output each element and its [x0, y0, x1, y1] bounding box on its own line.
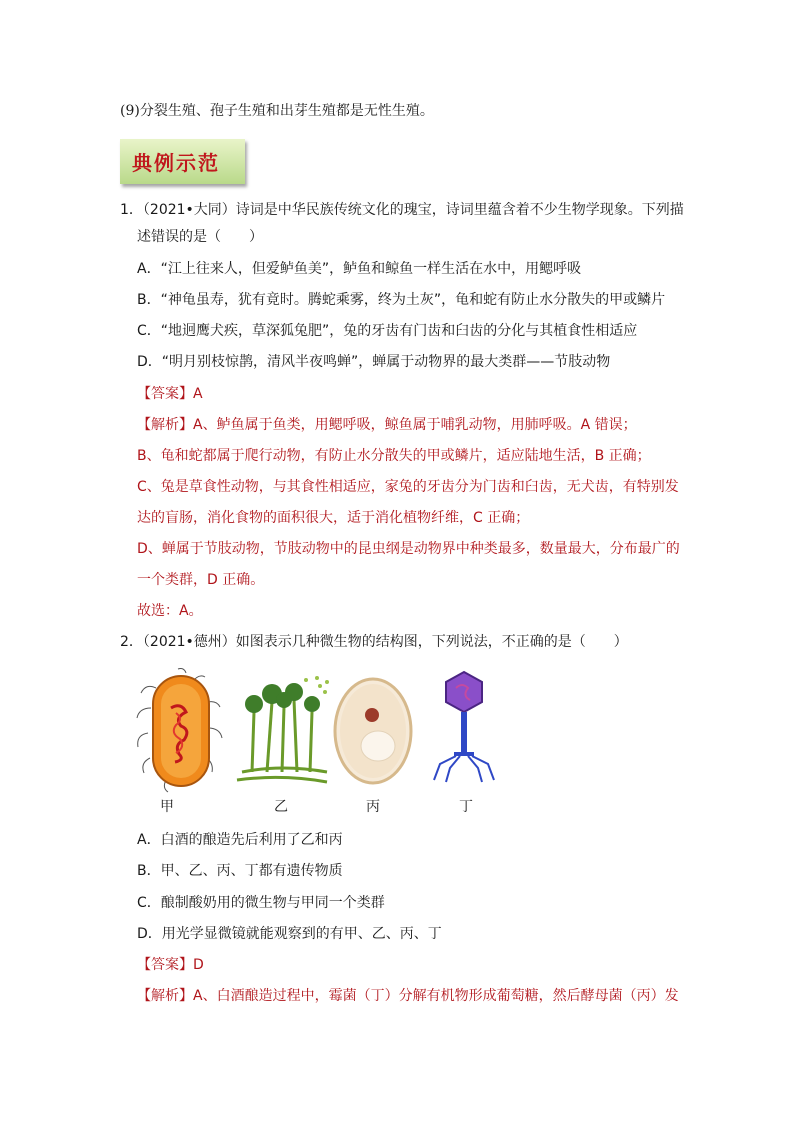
mold-figure: [232, 672, 332, 787]
q2-option-a: A．白酒的酿造先后利用了乙和丙: [137, 832, 343, 848]
q2-analysis-line1: [137, 986, 679, 1006]
q2-answer: [137, 955, 204, 975]
caption-bing: 丙: [366, 799, 380, 815]
answer-label: 【答案】: [137, 386, 193, 402]
q1-analysis-line5: D、蝉属于节肢动物，节肢动物中的昆虫纲是动物界中种类最多，数量最大，分布最广的: [137, 541, 680, 557]
section-banner-title: 典例示范: [132, 151, 220, 175]
answer-label: 【答案】: [137, 957, 193, 973]
q1-option-c: C．“地迥鹰犬疾，草深狐兔肥”，兔的牙齿有门齿和臼齿的分化与其植食性相适应: [137, 323, 638, 339]
q2-option-c: C．酿制酸奶用的微生物与甲同一个类群: [137, 895, 385, 911]
q1-analysis-line6: 一个类群，D 正确。: [137, 572, 265, 588]
caption-jia: 甲: [160, 799, 174, 815]
q1-analysis-line2: B、龟和蛇都属于爬行动物，有防止水分散失的甲或鳞片，适应陆地生活，B 正确；: [137, 448, 651, 464]
q1-stem-line1: 1．（2021•大同）诗词是中华民族传统文化的瑰宝，诗词里蕴含着不少生物学现象。下列描: [120, 202, 684, 218]
q1-analysis-line4: 达的盲肠，消化食物的面积很大，适于消化植物纤维，C 正确；: [137, 510, 530, 526]
caption-ding: 丁: [459, 799, 473, 815]
phage-figure: [428, 668, 500, 783]
answer-value: A: [193, 386, 203, 402]
q1-analysis-line1: [137, 415, 637, 435]
q1-stem-line2: 述错误的是（ ）: [137, 229, 263, 245]
q1-analysis-line3: C、兔是草食性动物，与其食性相适应，家兔的牙齿分为门齿和臼齿，无犬齿，有特别发: [137, 479, 679, 495]
q1-answer: [137, 384, 203, 404]
q2-option-d: D．用光学显微镜就能观察到的有甲、乙、丙、丁: [137, 926, 442, 942]
q1-option-b: B．“神龟虽寿，犹有竟时。腾蛇乘雾，终为土灰”，龟和蛇有防止水分散失的甲或鳞片: [137, 292, 666, 308]
bacterium-figure: [136, 668, 226, 793]
q2-option-b: B．甲、乙、丙、丁都有遗传物质: [137, 863, 343, 879]
analysis-text: A、鲈鱼属于鱼类，用鳃呼吸，鲸鱼属于哺乳动物，用肺呼吸。A 错误；: [193, 417, 637, 433]
answer-value: D: [193, 957, 204, 973]
analysis-text: A、白酒酿造过程中，霉菌（丁）分解有机物形成葡萄糖，然后酵母菌（丙）发: [193, 988, 679, 1004]
section-banner: [120, 139, 245, 184]
q1-analysis-line7: 故选：A。: [137, 603, 203, 619]
analysis-label: 【解析】: [137, 988, 193, 1004]
yeast-figure: [332, 676, 414, 786]
analysis-label: 【解析】: [137, 417, 193, 433]
intro-text: (9)分裂生殖、孢子生殖和出芽生殖都是无性生殖。: [120, 103, 434, 119]
q1-option-a: A．“江上往来人，但爱鲈鱼美”，鲈鱼和鲸鱼一样生活在水中，用鳃呼吸: [137, 261, 582, 277]
q2-stem-line1: 2．（2021•德州）如图表示几种微生物的结构图，下列说法，不正确的是（ ）: [120, 634, 628, 650]
caption-yi: 乙: [274, 799, 288, 815]
q1-option-d: D．“明月别枝惊鹊，清风半夜鸣蝉”，蝉属于动物界的最大类群——节肢动物: [137, 354, 611, 370]
